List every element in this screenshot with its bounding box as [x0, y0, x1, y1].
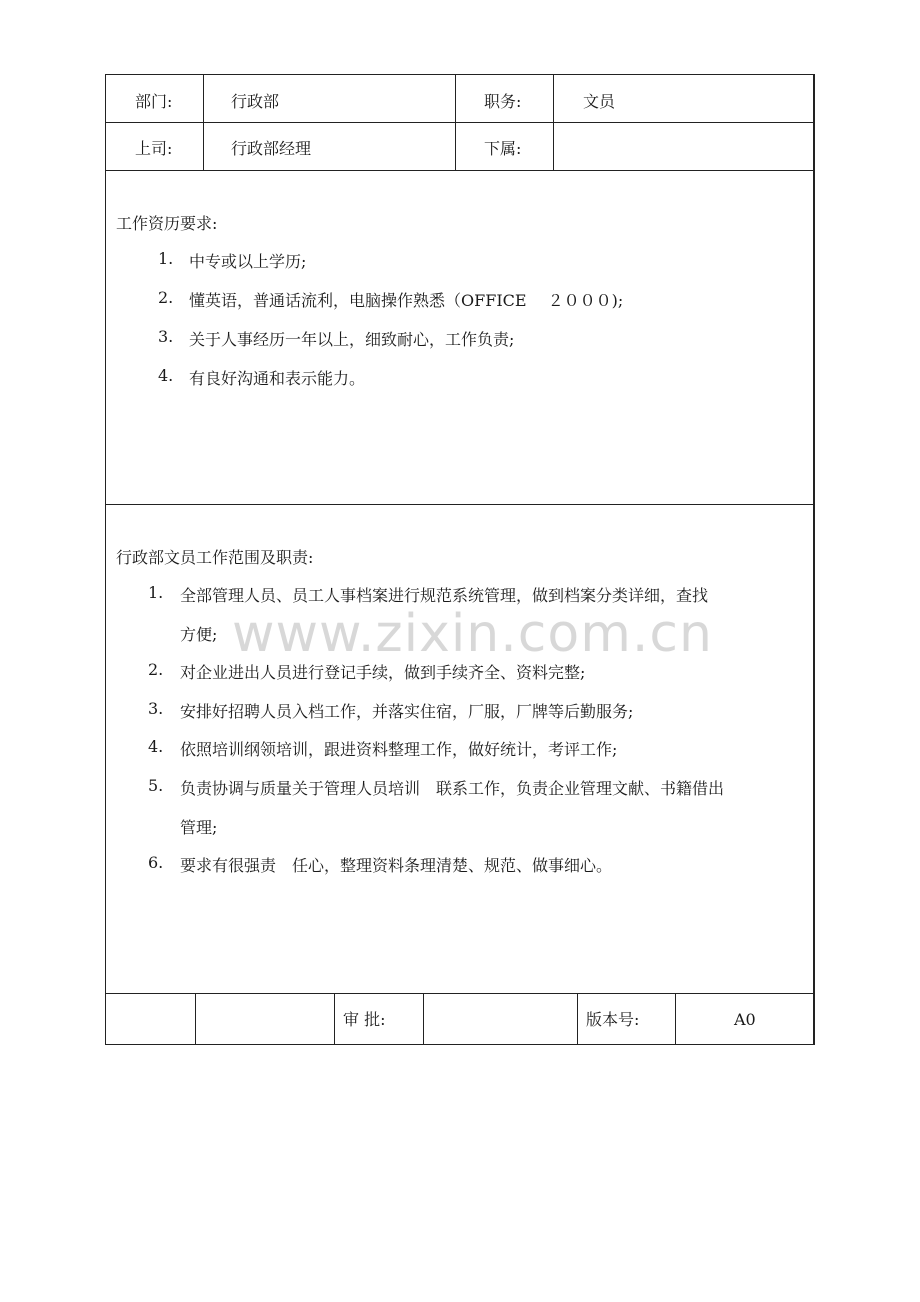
- version-value: A0: [734, 1010, 756, 1029]
- column-divider: [334, 993, 335, 1045]
- item-number: 2.: [148, 660, 164, 679]
- column-divider: [577, 993, 578, 1045]
- job-description-table: [105, 74, 815, 1045]
- dept-value: 行政部: [231, 92, 280, 111]
- item-text: 安排好招聘人员入档工作，并落实住宿，厂服，厂牌等后勤服务;: [180, 702, 634, 721]
- item-text: 负责协调与质量关于管理人员培训 联系工作，负责企业管理文献、书籍借出: [180, 779, 725, 798]
- column-divider: [423, 993, 424, 1045]
- item-number: 1.: [158, 249, 174, 268]
- item-number: 5.: [148, 776, 164, 795]
- column-divider: [553, 75, 554, 170]
- row-divider: [106, 122, 814, 123]
- item-text: 中专或以上学历;: [189, 252, 307, 271]
- item-number: 1.: [148, 583, 164, 602]
- column-divider: [195, 993, 196, 1045]
- version-label: 版本号:: [586, 1010, 640, 1029]
- item-text: 对企业进出人员进行登记手续，做到手续齐全、资料完整;: [180, 663, 586, 682]
- item-number: 2.: [158, 288, 174, 307]
- row-divider: [106, 993, 814, 994]
- column-divider: [203, 75, 204, 170]
- item-number: 4.: [148, 737, 164, 756]
- superior-value: 行政部经理: [231, 139, 312, 158]
- duties-title: 行政部文员工作范围及职责:: [116, 548, 314, 567]
- item-text: 有良好沟通和表示能力。: [189, 369, 366, 388]
- item-text: 全部管理人员、员工人事档案进行规范系统管理，做到档案分类详细，查找: [180, 586, 709, 605]
- approval-label: 审 批:: [343, 1010, 386, 1029]
- item-number: 3.: [158, 327, 174, 346]
- row-divider: [106, 170, 814, 171]
- superior-label: 上司:: [135, 139, 173, 158]
- row-divider: [106, 504, 814, 505]
- item-number: 3.: [148, 699, 164, 718]
- item-text-continued: 管理;: [180, 818, 218, 837]
- position-value: 文员: [583, 92, 616, 111]
- item-text: 懂英语，普通话流利，电脑操作熟悉（OFFICE ２０００);: [189, 291, 624, 310]
- item-text: 依照培训纲领培训，跟进资料整理工作，做好统计，考评工作;: [180, 740, 618, 759]
- watermark: www.zixin.com.cn: [232, 604, 713, 664]
- column-divider: [675, 993, 676, 1045]
- item-text: 要求有很强责 任心，整理资料条理清楚、规范、做事细心。: [180, 856, 613, 875]
- item-number: 6.: [148, 853, 164, 872]
- item-text-continued: 方便;: [180, 625, 218, 644]
- item-text: 关于人事经历一年以上，细致耐心，工作负责;: [189, 330, 515, 349]
- position-label: 职务:: [484, 92, 522, 111]
- qualifications-title: 工作资历要求:: [116, 214, 218, 233]
- item-number: 4.: [158, 366, 174, 385]
- subordinate-label: 下属:: [484, 139, 522, 158]
- column-divider: [455, 75, 456, 170]
- dept-label: 部门:: [135, 92, 173, 111]
